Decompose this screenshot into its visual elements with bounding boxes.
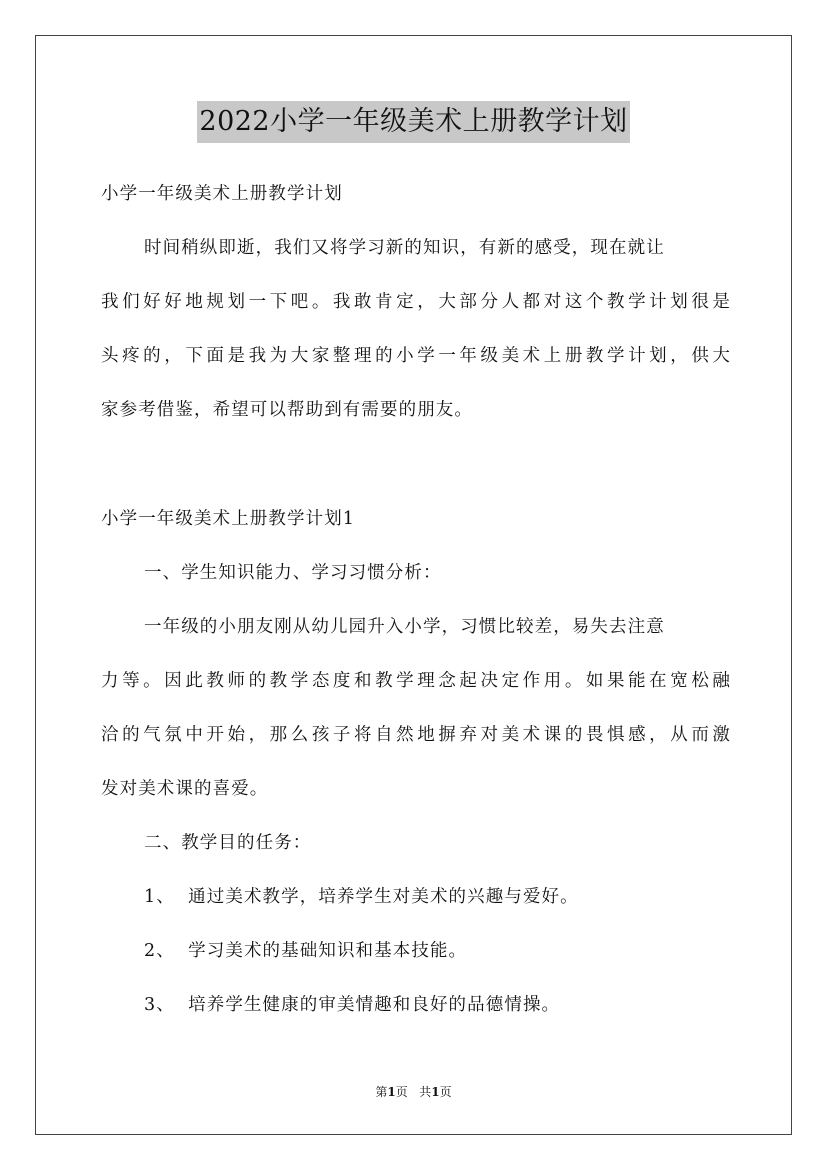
document-title: 2022小学一年级美术上册教学计划	[197, 101, 629, 143]
heading-2: 二、教学目的任务：	[144, 833, 312, 853]
page-footer	[0, 1082, 827, 1102]
task-item-3: 3、 培养学生健康的审美情趣和良好的品德情操。	[144, 995, 561, 1015]
para1-line-2: 力等。因此教师的教学态度和教学理念起决定作用。如果能在宽松融	[101, 671, 731, 691]
task-item-2: 2、 学习美术的基础知识和基本技能。	[144, 941, 468, 961]
intro-line-3: 头疼的，下面是我为大家整理的小学一年级美术上册教学计划，供大	[101, 346, 731, 366]
intro-line-1: 时间稍纵即逝，我们又将学习新的知识，有新的感受，现在就让	[144, 238, 665, 258]
para1-line-1: 一年级的小朋友刚从幼儿园升入小学，习惯比较差，易失去注意	[144, 617, 665, 637]
title-container	[0, 101, 827, 143]
footer-prefix: 第	[375, 1085, 388, 1099]
task-item-1: 1、 通过美术教学，培养学生对美术的兴趣与爱好。	[144, 887, 579, 907]
footer-total-pages: 1	[431, 1085, 440, 1099]
para1-line-4: 发对美术课的喜爱。	[101, 779, 269, 799]
intro-line-2: 我们好好地规划一下吧。我敢肯定，大部分人都对这个教学计划很是	[101, 292, 731, 312]
heading-1: 一、学生知识能力、学习习惯分析：	[144, 563, 442, 583]
document-subtitle: 小学一年级美术上册教学计划	[101, 184, 343, 204]
section1-title: 小学一年级美术上册教学计划1	[101, 509, 356, 529]
footer-suffix: 页	[439, 1085, 452, 1099]
para1-line-3: 洽的气氛中开始，那么孩子将自然地摒弃对美术课的畏惧感，从而激	[101, 725, 731, 745]
intro-line-4: 家参考借鉴，希望可以帮助到有需要的朋友。	[101, 400, 473, 420]
footer-page-number: 1	[387, 1085, 396, 1099]
footer-mid: 页 共	[395, 1085, 432, 1099]
